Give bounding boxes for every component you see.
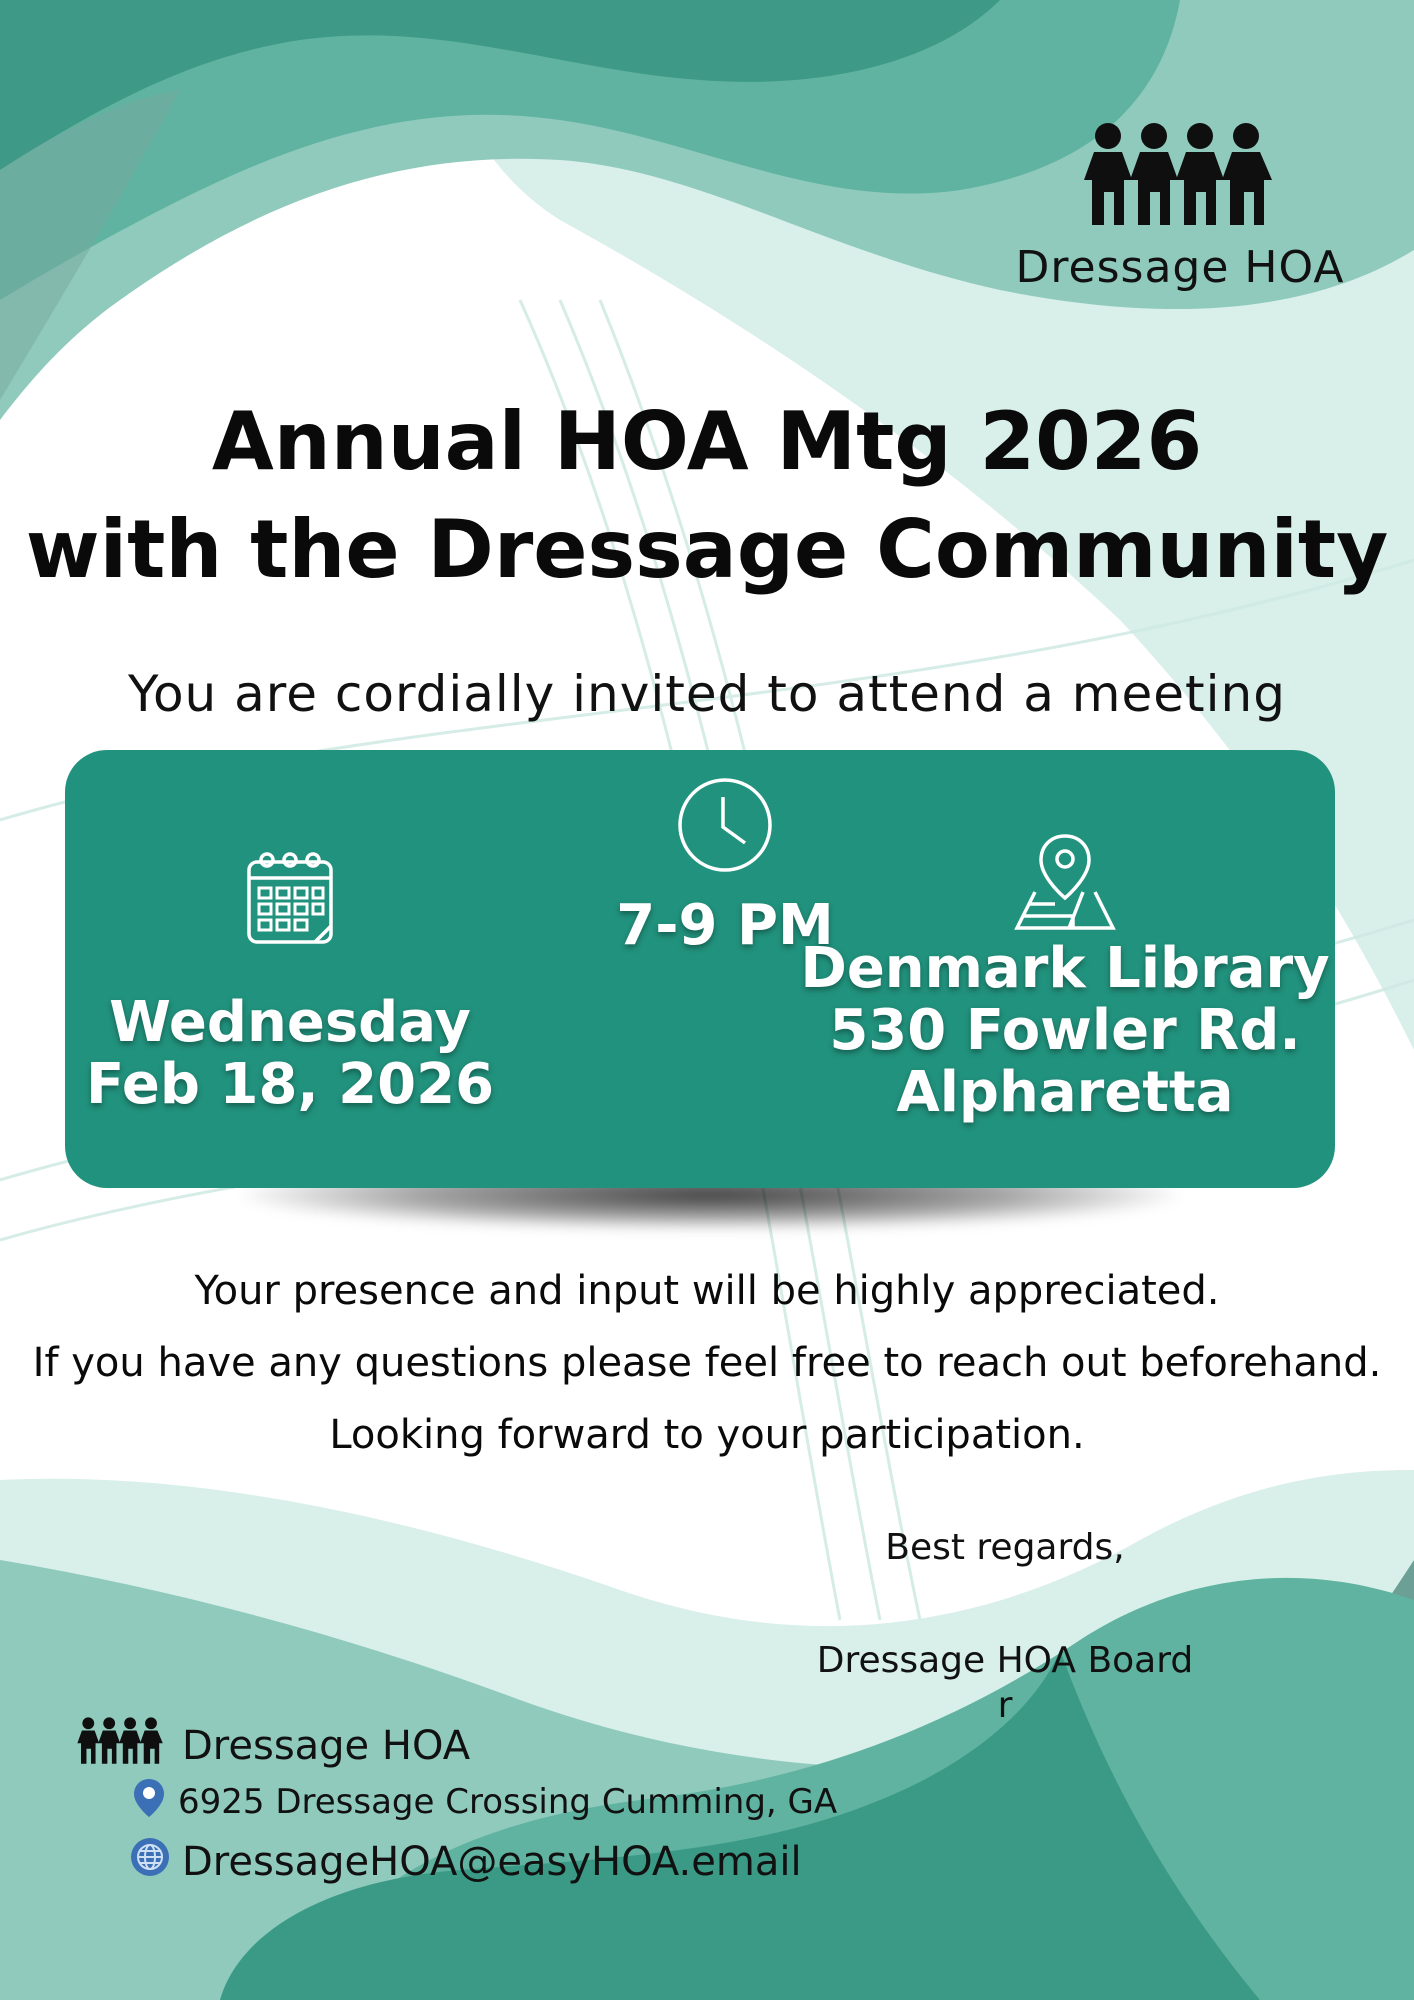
- org-logo: [1000, 120, 1360, 293]
- footer-org-name: Dressage HOA: [182, 1723, 471, 1769]
- contact-footer: [72, 1718, 972, 1894]
- people-chain-icon: [1000, 120, 1360, 230]
- event-location: [795, 832, 1335, 1124]
- invitation-message: [0, 1255, 1414, 1471]
- org-name: Dressage HOA: [1015, 242, 1345, 293]
- message-line-2: If you have any questions please feel free to reach out beforehand.: [32, 1340, 1382, 1386]
- signer-name: Dressage HOA Board: [816, 1640, 1194, 1681]
- footer-email[interactable]: [130, 1830, 972, 1894]
- footer-address: [132, 1774, 972, 1830]
- message-line-3: Looking forward to your participation.: [329, 1412, 1085, 1458]
- globe-icon: [130, 1837, 170, 1887]
- location-pin-icon: [132, 1777, 166, 1828]
- regards-text: Best regards,: [885, 1527, 1125, 1568]
- calendar-icon: [65, 850, 515, 946]
- map-pin-icon: [795, 832, 1335, 932]
- event-date-text: Feb 18, 2026: [85, 1052, 495, 1117]
- event-date: [65, 850, 515, 1116]
- event-weekday: Wednesday: [109, 990, 471, 1055]
- venue-city: Alpharetta: [896, 1060, 1234, 1125]
- footer-email-text[interactable]: DressageHOA@easyHOA.email: [182, 1839, 802, 1885]
- people-chain-icon: [72, 1716, 170, 1776]
- title-line-1: Annual HOA Mtg 2026: [211, 395, 1203, 488]
- message-line-1: Your presence and input will be highly appreciated.: [194, 1268, 1220, 1314]
- title-line-2: with the Dressage Community: [25, 503, 1389, 596]
- page-title: [0, 388, 1414, 604]
- signoff: [760, 1520, 1250, 1726]
- footer-org: [72, 1718, 972, 1774]
- venue-street: 530 Fowler Rd.: [829, 998, 1301, 1063]
- venue-name: Denmark Library: [800, 936, 1330, 1001]
- footer-address-text: 6925 Dressage Crossing Cumming, GA: [178, 1782, 838, 1822]
- stray-character: r: [997, 1685, 1013, 1726]
- event-details-card: [65, 750, 1335, 1188]
- invitation-text: You are cordially invited to attend a meeting: [128, 665, 1286, 723]
- event-time-text: 7-9 PM: [616, 893, 834, 958]
